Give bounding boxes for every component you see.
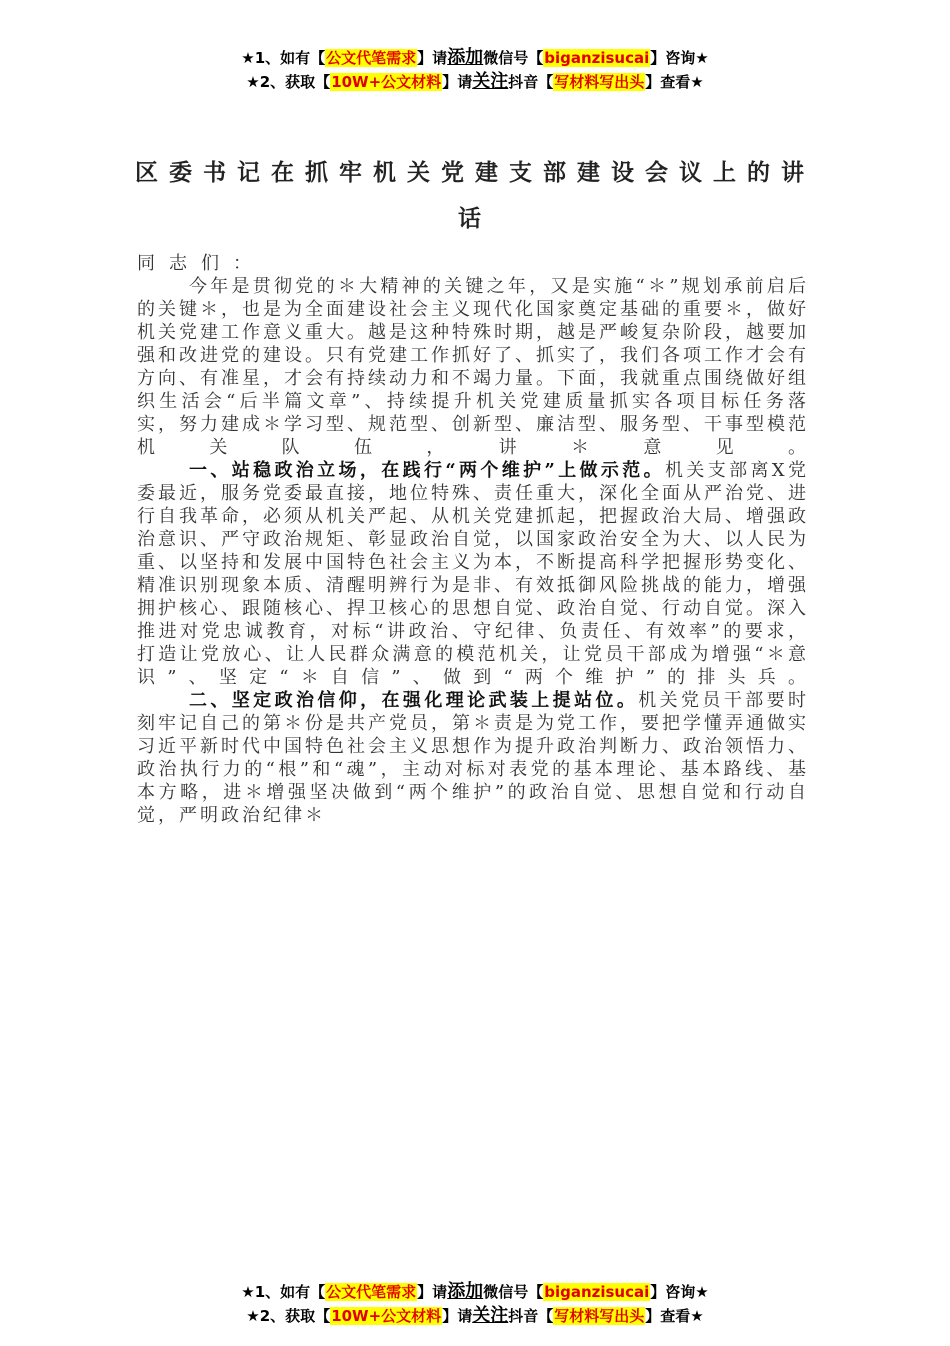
paragraph-section-2 xyxy=(137,689,809,827)
greeting: 同志们： xyxy=(137,253,265,274)
paragraph-text: 今年是贯彻党的＊大精神的关键之年，又是实施“＊”规划承前启后的关键＊，也是为全面建设社会主义现代化国家奠定基础的重要＊，做好机关党建工作意义重大。越是这种特殊时期，越是严峻复杂阶段，越要加强和改进党的建设。只有党建工作抓好了、抓实了，我们各项工作才会有方向、有准星，才会有持续动力和不竭力量。下面，我就重点围绕做好组织生活会“后半篇文章”、持续提升机关党建质量抓实各项目标任务落实，努力建成＊学习型、规范型、创新型、廉洁型、服务型、干事型模范机关队伍，讲＊意见。 xyxy=(137,276,809,458)
banner-text: 】咨询★ xyxy=(650,1283,709,1301)
bottom-banner xyxy=(0,1280,950,1328)
banner-line-2 xyxy=(0,1304,950,1328)
banner-emphasis: 添加 xyxy=(447,47,484,68)
paragraph-text: 机关党员干部要时刻牢记自己的第＊份是共产党员，第＊责是为党工作，要把学懂弄通做实习近平新时代中国特色社会主义思想作为提升政治判断力、政治领悟力、政治执行力的“根”和“魂”，主动对标对表党的基本理论、基本路线、基本方略，进＊增强坚决做到“两个维护”的政治自觉、思想自觉和行动自觉，严明政治纪律＊ xyxy=(137,690,809,826)
banner-highlight: biganzisucai xyxy=(544,49,650,67)
banner-text: 】咨询★ xyxy=(650,49,709,67)
banner-highlight: 写材料写出头 xyxy=(554,73,645,91)
top-banner xyxy=(0,46,950,94)
banner-text: 微信号【 xyxy=(483,1283,544,1301)
banner-emphasis: 添加 xyxy=(447,1281,484,1302)
banner-text: ★1、如有【 xyxy=(241,1283,326,1301)
paragraph-section-1 xyxy=(137,459,809,689)
banner-line-1 xyxy=(0,1280,950,1304)
banner-highlight: 10W+公文材料 xyxy=(331,73,442,91)
banner-text: 抖音【 xyxy=(508,1307,554,1325)
banner-highlight: 写材料写出头 xyxy=(554,1307,645,1325)
banner-highlight: 10W+公文材料 xyxy=(331,1307,442,1325)
banner-text: ★2、获取【 xyxy=(246,1307,331,1325)
banner-text: 】查看★ xyxy=(645,1307,704,1325)
banner-emphasis: 关注 xyxy=(472,1305,509,1326)
banner-highlight: 公文代笔需求 xyxy=(326,1283,417,1301)
banner-line-2 xyxy=(0,70,950,94)
banner-text: 】查看★ xyxy=(645,73,704,91)
banner-text: 】请 xyxy=(442,1307,473,1325)
paragraph-text: 机关支部离X党委最近，服务党委最直接，地位特殊、责任重大，深化全面从严治党、进行自我革命，必须从机关严起、从机关党建抓起，把握政治大局、增强政治意识、严守政治规矩、彰显政治自觉，以国家政治安全为大、以人民为重、以坚持和发展中国特色社会主义为本，不断提高科学把握形势变化、精准识别现象本质、清醒明辨行为是非、有效抵御风险挑战的能力，增强拥护核心、跟随核心、捍卫核心的思想自觉、政治自觉、行动自觉。深入推进对党忠诚教育，对标“讲政治、守纪律、负责任、有效率”的要求，打造让党放心、让人民群众满意的模范机关，让党员干部成为增强“＊意识”、坚定“＊自信”、做到“两个维护”的排头兵。 xyxy=(137,460,809,688)
section-heading: 一、站稳政治立场，在践行“两个维护”上做示范。 xyxy=(189,460,665,481)
banner-text: 】请 xyxy=(417,49,448,67)
banner-highlight: biganzisucai xyxy=(544,1283,650,1301)
document-title: 区委书记在抓牢机关党建支部建设会议上的讲话 xyxy=(135,160,815,232)
document-body xyxy=(137,252,809,827)
banner-text: 】请 xyxy=(442,73,473,91)
section-heading: 二、坚定政治信仰，在强化理论武装上提站位。 xyxy=(189,690,639,711)
banner-text: ★2、获取【 xyxy=(246,73,331,91)
banner-line-1 xyxy=(0,46,950,70)
banner-highlight: 公文代笔需求 xyxy=(326,49,417,67)
banner-text: ★1、如有【 xyxy=(241,49,326,67)
banner-text: 】请 xyxy=(417,1283,448,1301)
paragraph-intro xyxy=(137,275,809,459)
banner-text: 微信号【 xyxy=(483,49,544,67)
banner-emphasis: 关注 xyxy=(472,71,509,92)
banner-text: 抖音【 xyxy=(508,73,554,91)
